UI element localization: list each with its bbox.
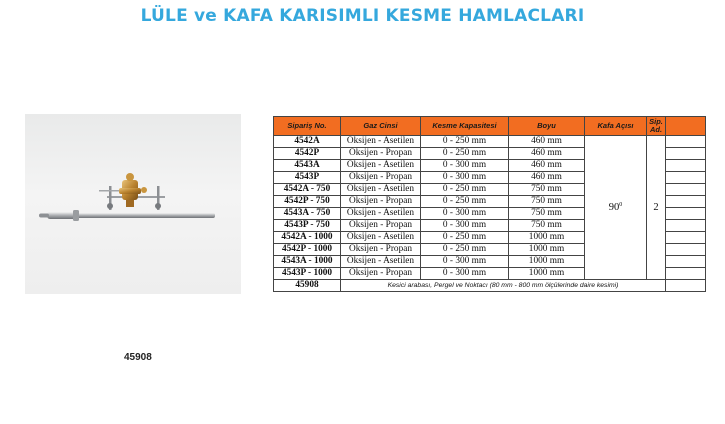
- cell-blank[interactable]: [666, 280, 706, 292]
- cell-gas: Oksijen - Propan: [341, 172, 421, 184]
- cell-order-no: 4542A - 1000: [274, 232, 341, 244]
- cell-capacity: 0 - 300 mm: [421, 208, 509, 220]
- cell-footer-note: Kesici arabası, Pergel ve Noktacı (80 mm - 800 mm ölçülerinde daire kesimi): [341, 280, 666, 292]
- cell-capacity: 0 - 300 mm: [421, 268, 509, 280]
- table-header-row: [274, 117, 706, 136]
- cell-blank[interactable]: [666, 136, 706, 148]
- page-title: LÜLE ve KAFA KARISIMLI KESME HAMLACLARI: [140, 6, 585, 26]
- cell-order-no: 4542A - 750: [274, 184, 341, 196]
- cell-gas: Oksijen - Propan: [341, 244, 421, 256]
- cell-length: 460 mm: [509, 160, 585, 172]
- cell-order-no: 4542P - 1000: [274, 244, 341, 256]
- cell-order-no: 4543A - 750: [274, 208, 341, 220]
- cell-gas: Oksijen - Propan: [341, 148, 421, 160]
- cell-gas: Oksijen - Asetilen: [341, 160, 421, 172]
- cell-blank[interactable]: [666, 232, 706, 244]
- cell-capacity: 0 - 250 mm: [421, 136, 509, 148]
- header-order-no: Sipariş No.: [274, 117, 341, 136]
- cell-length: 1000 mm: [509, 244, 585, 256]
- product-photo: [25, 114, 241, 363]
- cell-gas: Oksijen - Propan: [341, 268, 421, 280]
- cell-length: 750 mm: [509, 196, 585, 208]
- cell-length: 1000 mm: [509, 256, 585, 268]
- cell-order-no: 4543P - 750: [274, 220, 341, 232]
- cell-length: 460 mm: [509, 172, 585, 184]
- cell-blank[interactable]: [666, 256, 706, 268]
- header-order-qty: Sip. Ad.: [647, 117, 666, 136]
- cell-blank[interactable]: [666, 196, 706, 208]
- cell-length: 750 mm: [509, 220, 585, 232]
- cell-length: 460 mm: [509, 148, 585, 160]
- cell-order-no: 4543P: [274, 172, 341, 184]
- cell-capacity: 0 - 300 mm: [421, 172, 509, 184]
- cell-capacity: 0 - 250 mm: [421, 232, 509, 244]
- cell-length: 1000 mm: [509, 268, 585, 280]
- cell-gas: Oksijen - Asetilen: [341, 256, 421, 268]
- cell-blank[interactable]: [666, 268, 706, 280]
- angle-degree: 0: [619, 202, 623, 208]
- cell-order-no: 4543A - 1000: [274, 256, 341, 268]
- cell-gas: Oksijen - Propan: [341, 196, 421, 208]
- cell-order-qty: 2: [647, 136, 666, 280]
- cell-blank[interactable]: [666, 220, 706, 232]
- cell-gas: Oksijen - Asetilen: [341, 184, 421, 196]
- cell-length: 1000 mm: [509, 232, 585, 244]
- cell-gas: Oksijen - Propan: [341, 220, 421, 232]
- cell-head-angle: [585, 136, 647, 280]
- cell-blank[interactable]: [666, 160, 706, 172]
- angle-value: 90: [608, 202, 620, 213]
- cell-blank[interactable]: [666, 184, 706, 196]
- cell-order-no: 4543P - 1000: [274, 268, 341, 280]
- cell-capacity: 0 - 250 mm: [421, 184, 509, 196]
- cell-capacity: 0 - 300 mm: [421, 220, 509, 232]
- cell-blank[interactable]: [666, 172, 706, 184]
- cell-capacity: 0 - 250 mm: [421, 244, 509, 256]
- cell-order-no: 4543A: [274, 160, 341, 172]
- cell-capacity: 0 - 250 mm: [421, 148, 509, 160]
- product-table: [273, 116, 706, 292]
- cell-blank[interactable]: [666, 208, 706, 220]
- cell-gas: Oksijen - Asetilen: [341, 232, 421, 244]
- photo-label: 45908: [124, 352, 152, 363]
- cell-length: 750 mm: [509, 184, 585, 196]
- cell-length: 460 mm: [509, 136, 585, 148]
- cell-order-no: 45908: [274, 280, 341, 292]
- cell-length: 750 mm: [509, 208, 585, 220]
- cell-order-no: 4542P: [274, 148, 341, 160]
- header-blank: [666, 117, 706, 136]
- cell-order-no: 4542P - 750: [274, 196, 341, 208]
- header-cutting-capacity: Kesme Kapasitesi: [421, 117, 509, 136]
- cell-capacity: 0 - 300 mm: [421, 256, 509, 268]
- table-footer-row: [274, 280, 706, 292]
- table-row: [274, 136, 706, 148]
- cell-blank[interactable]: [666, 148, 706, 160]
- header-length: Boyu: [509, 117, 585, 136]
- cell-gas: Oksijen - Asetilen: [341, 136, 421, 148]
- header-head-angle: Kafa Açısı: [585, 117, 647, 136]
- cell-gas: Oksijen - Asetilen: [341, 208, 421, 220]
- cell-blank[interactable]: [666, 244, 706, 256]
- cell-order-no: 4542A: [274, 136, 341, 148]
- header-gas-type: Gaz Cinsi: [341, 117, 421, 136]
- cell-capacity: 0 - 300 mm: [421, 160, 509, 172]
- cutting-torch-image: [25, 114, 241, 294]
- cell-capacity: 0 - 250 mm: [421, 196, 509, 208]
